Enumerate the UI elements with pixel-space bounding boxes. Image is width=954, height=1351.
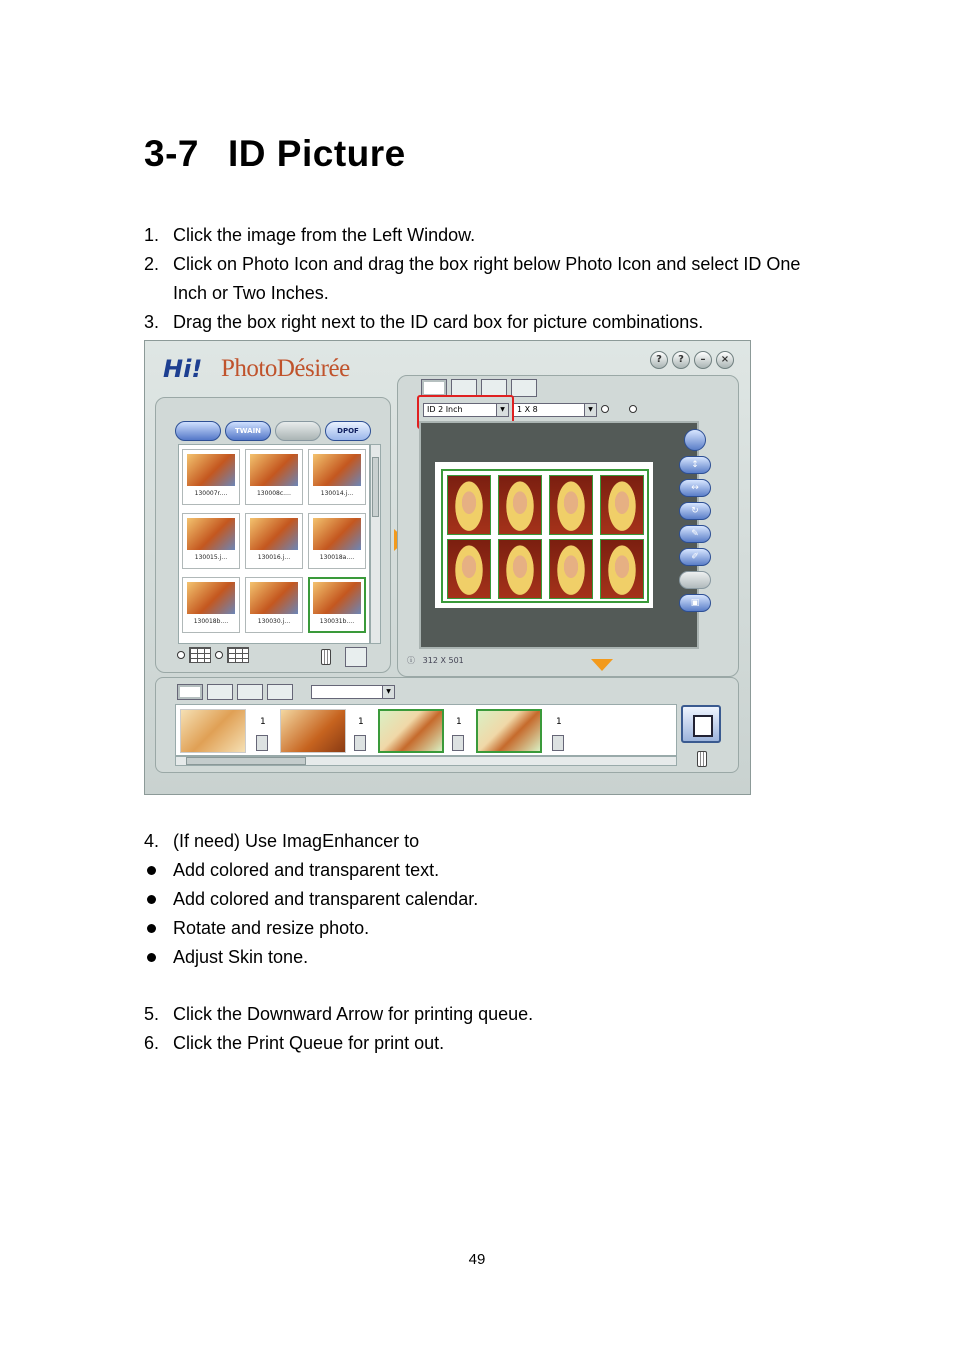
edit-icon[interactable]: ✎: [679, 525, 711, 543]
print-queue-list: [175, 704, 677, 756]
twain-button[interactable]: TWAIN: [225, 421, 271, 441]
thumbnail-selected[interactable]: [308, 577, 366, 633]
enhance-icon[interactable]: ✐: [679, 548, 711, 566]
queue-count: 1: [456, 717, 462, 727]
bullet-text: Add colored and transparent text.: [173, 860, 440, 880]
chevron-down-icon: ▼: [496, 404, 508, 416]
queue-count: 1: [260, 717, 266, 727]
thumbnail-caption: 130018b.…: [193, 618, 229, 625]
print-queue-button[interactable]: [681, 705, 721, 743]
thumbnail-image: [250, 454, 298, 486]
step-item: [144, 221, 824, 250]
quantity-stepper[interactable]: [452, 735, 464, 751]
orientation-radio[interactable]: [601, 405, 609, 413]
rotate-icon[interactable]: ↻: [679, 502, 711, 520]
left-toolbar: [175, 421, 371, 441]
page-number: 49: [468, 1251, 486, 1268]
grid-icon[interactable]: [684, 429, 706, 451]
bullet-item: [144, 856, 478, 885]
step-text: Click the image from the Left Window.: [173, 225, 476, 245]
step-item: [144, 827, 824, 856]
thumbnail-caption: 130016.j…: [257, 554, 291, 561]
step-number: 1.: [144, 225, 160, 245]
disabled-icon[interactable]: [679, 571, 711, 589]
step-item: [144, 250, 824, 308]
tab-queue-grid[interactable]: [207, 684, 233, 700]
tab-queue-split[interactable]: [237, 684, 263, 700]
image-size-status: ⓘ 312 X 501: [407, 656, 464, 665]
thumbnail[interactable]: [182, 513, 240, 569]
bullet-dot: [147, 924, 156, 933]
fit-height-icon[interactable]: ↕: [679, 456, 711, 474]
info-icon[interactable]: ?: [672, 351, 690, 369]
window-controls: [650, 351, 734, 369]
id-photo[interactable]: [549, 475, 593, 535]
step-text: Drag the box right next to the ID card box for picture combinations.: [173, 312, 704, 332]
logo-text: PhotoDésirée: [221, 355, 350, 382]
grid-large-icon[interactable]: [227, 647, 249, 663]
thumbnail-caption: 130015.j…: [194, 554, 228, 561]
view-radio[interactable]: [215, 651, 223, 659]
queue-item[interactable]: [280, 709, 346, 753]
thumbnail-grid: [178, 444, 370, 644]
step-item: [144, 308, 824, 337]
photodesiree-screenshot: [144, 340, 751, 795]
id-photo[interactable]: [600, 475, 644, 535]
app-logo: [163, 351, 403, 387]
disabled-button[interactable]: [275, 421, 321, 441]
step-text: Click the Downward Arrow for printing queue.: [173, 1004, 534, 1024]
scrollbar-thumb[interactable]: [186, 757, 306, 765]
thumbnail-caption: 130031b.…: [319, 618, 355, 625]
id-photo[interactable]: [447, 539, 491, 599]
thumbnail-image: [250, 518, 298, 550]
thumbnail-image: [313, 518, 361, 550]
browse-button[interactable]: [175, 421, 221, 441]
thumbnail[interactable]: [245, 577, 303, 633]
grid-small-icon[interactable]: [189, 647, 211, 663]
chevron-down-icon: ▼: [382, 686, 394, 698]
edit-toolbar: [679, 429, 711, 612]
thumbnail[interactable]: [245, 449, 303, 505]
close-button[interactable]: ×: [716, 351, 734, 369]
queue-scrollbar[interactable]: [175, 756, 677, 766]
thumbnail-caption: 130008c.…: [256, 490, 292, 497]
page-title: [144, 133, 406, 175]
bullet-text: Adjust Skin tone.: [173, 947, 309, 967]
help-icon[interactable]: ?: [650, 351, 668, 369]
step-number: 2.: [144, 254, 160, 274]
fit-width-icon[interactable]: ↔: [679, 479, 711, 497]
thumbnail[interactable]: [182, 577, 240, 633]
enhancer-bullets: [144, 856, 478, 972]
step-number: 3.: [144, 312, 160, 332]
thumbnail-caption: 130030.j…: [257, 618, 291, 625]
thumbnail[interactable]: [308, 513, 366, 569]
bullet-text: Rotate and resize photo.: [173, 918, 370, 938]
step-text: Click on Photo Icon and drag the box right below Photo Icon and select ID One Inch or Two Inches.: [173, 254, 801, 303]
step-text: Click the Print Queue for print out.: [173, 1033, 445, 1053]
id-photo[interactable]: [498, 539, 542, 599]
thumbnail[interactable]: [245, 513, 303, 569]
tab-queue-single[interactable]: [177, 684, 203, 700]
dpof-button[interactable]: DPOF: [325, 421, 371, 441]
thumbnail[interactable]: [308, 449, 366, 505]
bullet-item: [144, 885, 478, 914]
id-photo-grid[interactable]: [441, 469, 649, 603]
bullet-item: [144, 943, 478, 972]
section-number: 3-7: [144, 133, 199, 174]
left-view-options: [177, 647, 249, 663]
bullet-text: Add colored and transparent calendar.: [173, 889, 479, 909]
thumbnail-image: [187, 582, 235, 614]
id-photo[interactable]: [447, 475, 491, 535]
step-item: [144, 1029, 824, 1058]
thumbnail-image: [250, 582, 298, 614]
bullet-item: [144, 914, 478, 943]
trash-icon[interactable]: [321, 649, 331, 665]
queue-select[interactable]: [311, 685, 395, 699]
queue-item[interactable]: [180, 709, 246, 753]
queue-count: 1: [556, 717, 562, 727]
section-title: ID Picture: [228, 133, 406, 174]
bullet-dot: [147, 953, 156, 962]
queue-item[interactable]: [476, 709, 542, 753]
step-text: (If need) Use ImagEnhancer to: [173, 831, 420, 851]
queue-tabs: [177, 684, 293, 700]
logo-mark: Hi!: [163, 355, 203, 383]
thumbnail-image: [187, 454, 235, 486]
id-photo[interactable]: [498, 475, 542, 535]
thumbnail-scrollbar[interactable]: [370, 444, 381, 644]
thumbnail[interactable]: [182, 449, 240, 505]
bullet-dot: [147, 866, 156, 875]
id-size-value: ID 2 Inch: [427, 405, 463, 414]
step-number: 5.: [144, 1004, 160, 1024]
save-icon[interactable]: ▣: [679, 594, 711, 612]
arrow-down-icon[interactable]: [591, 659, 613, 671]
trash-icon[interactable]: [697, 751, 707, 767]
quantity-stepper[interactable]: [256, 735, 268, 751]
id-photo[interactable]: [600, 539, 644, 599]
id-photo[interactable]: [549, 539, 593, 599]
queue-item[interactable]: [378, 709, 444, 753]
quantity-stepper[interactable]: [354, 735, 366, 751]
step-4: [144, 827, 824, 856]
scrollbar-thumb[interactable]: [372, 457, 379, 517]
layout-count-select[interactable]: [513, 403, 597, 417]
tab-blank-layout[interactable]: [511, 379, 537, 397]
steps-list-top: [144, 221, 824, 337]
queue-count: 1: [358, 717, 364, 727]
step-number: 4.: [144, 831, 160, 851]
image-size-value: 312 X 501: [422, 656, 464, 665]
quantity-stepper[interactable]: [552, 735, 564, 751]
step-item: [144, 1000, 824, 1029]
layout-count-value: 1 X 8: [517, 405, 538, 414]
thumbnail-caption: 130014.j…: [320, 490, 354, 497]
copy-icon[interactable]: [345, 647, 367, 667]
bullet-dot: [147, 895, 156, 904]
thumbnail-image: [187, 518, 235, 550]
orientation-radio[interactable]: [629, 405, 637, 413]
thumbnail-caption: 130018a.…: [319, 554, 355, 561]
step-number: 6.: [144, 1033, 160, 1053]
tab-queue-blank[interactable]: [267, 684, 293, 700]
thumbnail-image: [313, 454, 361, 486]
chevron-down-icon: ▼: [584, 404, 596, 416]
thumbnail-caption: 130007r.…: [194, 490, 228, 497]
view-radio[interactable]: [177, 651, 185, 659]
thumbnail-image: [313, 582, 361, 614]
minimize-button[interactable]: –: [694, 351, 712, 369]
steps-list-bottom: [144, 1000, 824, 1058]
